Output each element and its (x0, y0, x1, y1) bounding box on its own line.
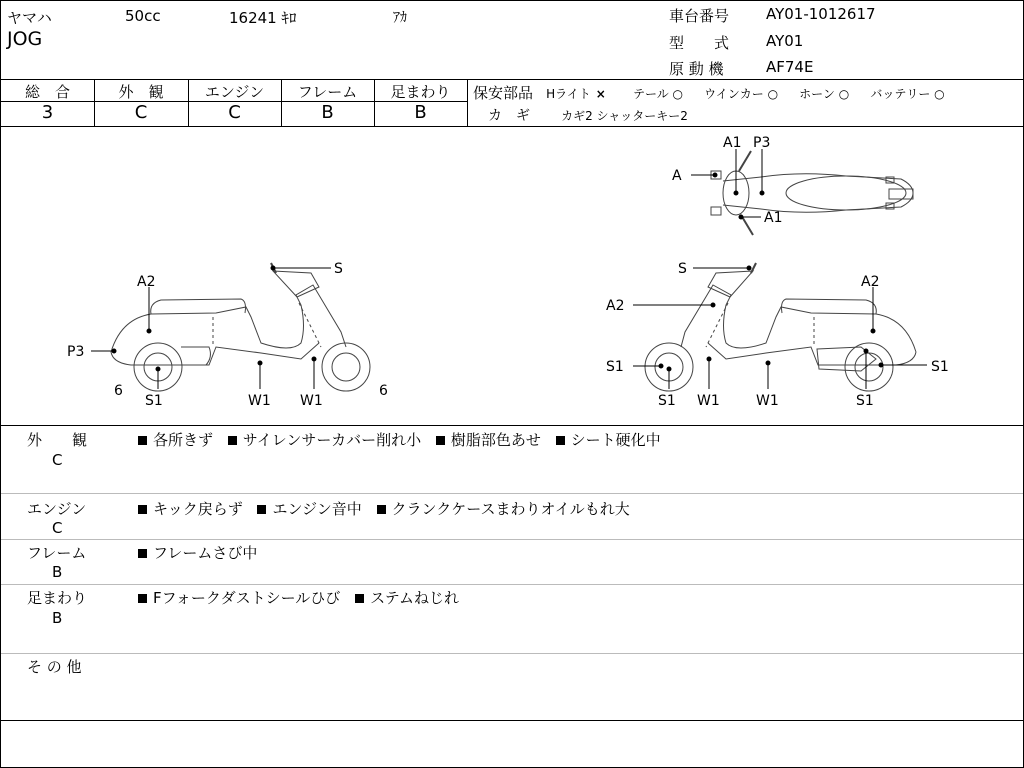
grade-suspension-label: 足まわり (390, 83, 451, 101)
detail-frame-items: フレームさび中 (138, 542, 267, 563)
grade-exterior-label: 外 観 (118, 83, 164, 101)
marker-label: A1 (723, 135, 742, 151)
safety-item-winker: ウインカー ○ (704, 87, 779, 101)
maker-name: ヤマハ (7, 9, 52, 27)
marker-label: A (672, 168, 682, 184)
safety-item-battery: バッテリー ○ (870, 87, 945, 101)
marker-label: P3 (67, 344, 85, 360)
marker-label: W1 (300, 393, 323, 409)
marker-label: S (678, 261, 687, 277)
detail-engine-grade: C (52, 519, 63, 537)
marker-label: W1 (697, 393, 720, 409)
marker-label: S1 (658, 393, 676, 409)
engine-label: 原 動 機 (669, 60, 724, 78)
marker-label: S1 (856, 393, 874, 409)
key-info (488, 105, 688, 125)
grade-total-label: 総 合 (24, 83, 70, 101)
detail-engine-items: キック戻らず エンジン音中 クランクケースまわりオイルもれ大 (138, 498, 640, 519)
detail-suspension-items: Fフォークダストシールひび ステムねじれ (138, 587, 469, 608)
key-label: カ ギ (488, 108, 530, 124)
safety-item-headlight: Hライト × (546, 87, 606, 101)
safety-parts (473, 82, 945, 103)
detail-exterior-label: 外 観 (27, 431, 88, 449)
safety-item-horn: ホーン ○ (799, 87, 850, 101)
marker-label: P3 (753, 135, 771, 151)
engine-value: AF74E (766, 58, 814, 76)
detail-exterior-items: 各所きず サイレンサーカバー削れ小 樹脂部色あせ シート硬化中 (138, 429, 671, 450)
scooter-diagram (1, 127, 1023, 425)
marker-label: S (334, 261, 343, 277)
body-color: ｱｶ (393, 10, 407, 26)
detail-engine-label: エンジン (27, 500, 87, 518)
grade-engine-value: C (228, 102, 241, 123)
detail-other-label: そ の 他 (27, 658, 82, 676)
marker-label: 6 (114, 383, 123, 399)
detail-suspension-grade: B (52, 609, 63, 627)
grade-engine-label: エンジン (204, 83, 265, 101)
model-name: JOG (7, 28, 43, 50)
frame-number: AY01-1012617 (766, 5, 876, 23)
marker-label: W1 (756, 393, 779, 409)
marker-label: S1 (931, 359, 949, 375)
grade-total-value: 3 (41, 102, 54, 123)
marker-label: 6 (379, 383, 388, 399)
marker-label: A2 (861, 274, 880, 290)
mileage: 16241 ｷﾛ (229, 9, 297, 27)
marker-label: A2 (606, 298, 625, 314)
scooter-top-view (711, 151, 913, 235)
grade-exterior-value: C (134, 102, 148, 123)
detail-exterior-grade: C (52, 451, 63, 469)
marker-label: S1 (145, 393, 163, 409)
marker-label: W1 (248, 393, 271, 409)
grade-frame-value: B (321, 102, 334, 123)
marker-label: A1 (764, 210, 783, 226)
detail-frame-grade: B (52, 563, 63, 581)
safety-label: 保安部品 (473, 84, 534, 102)
grade-suspension-value: B (414, 102, 427, 123)
type-label: 型 式 (669, 34, 730, 52)
marker-label: A2 (137, 274, 156, 290)
safety-item-tail: テール ○ (632, 87, 684, 101)
grade-frame-label: フレーム (297, 83, 358, 101)
type-value: AY01 (766, 32, 804, 50)
detail-frame-label: フレーム (27, 544, 87, 562)
frame-number-label: 車台番号 (669, 7, 730, 25)
key-value: カギ2 シャッターキー2 (561, 109, 688, 123)
divider (1, 79, 1023, 80)
marker-label: S1 (606, 359, 624, 375)
detail-suspension-label: 足まわり (27, 589, 88, 607)
displacement: 50cc (125, 7, 161, 25)
